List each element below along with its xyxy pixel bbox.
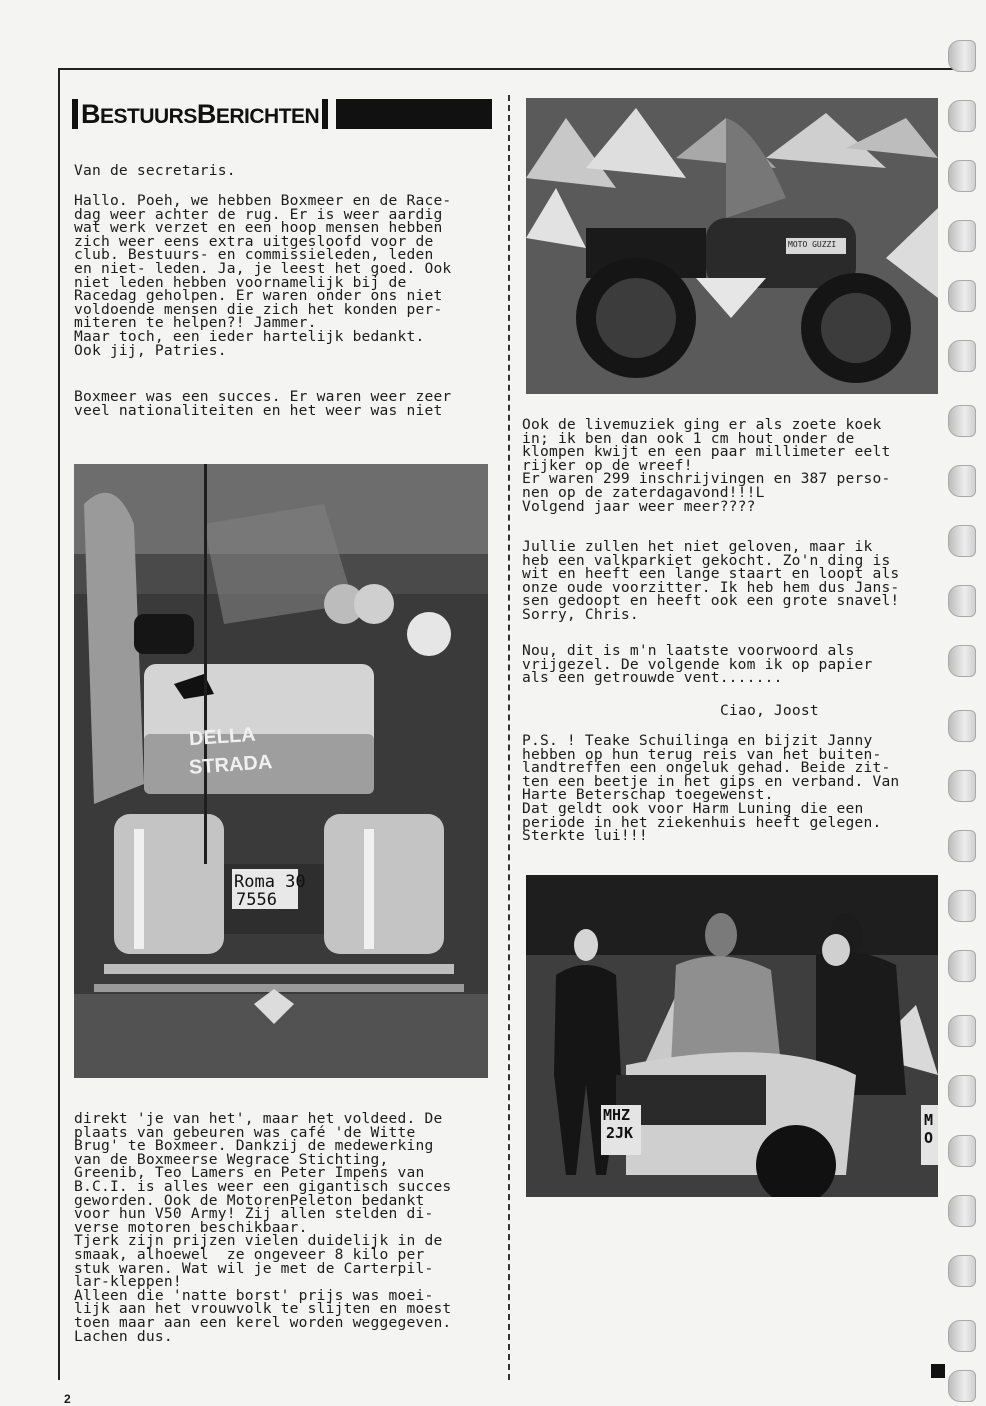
- title-part-2: ERICHTEN: [215, 104, 320, 128]
- binder-ring: [948, 100, 976, 132]
- plate-partial: M O: [924, 1111, 934, 1147]
- binder-ring: [948, 1320, 976, 1352]
- binder-ring: [948, 830, 976, 862]
- left-para-intro: Van de secretaris.: [74, 162, 236, 179]
- title-part-1: ESTUURS: [100, 104, 197, 128]
- binder-ring: [948, 280, 976, 312]
- binder-ring: [948, 220, 976, 252]
- binder-ring: [948, 1370, 976, 1402]
- left-para-hello: Hallo. Poeh, we hebben Boxmeer en de Race- dag weer achter de rug. Er is weer aardig wat werk verzet en een hoop mensen hebben zich weer eens extra uitgesloofd voor de club. Bestuurs- en commissieleden, leden en niet- leden. Ja, je leest het goed. Ook niet leden hebben voornamelijk bij de Racedag geholpen. Er waren onder ons niet voldoende mensen die zich het konden per- miteren te helpen?! Jammer. Maar toch, een ieder hartelijk bedankt. Ook jij, Patries.: [74, 192, 452, 359]
- binder-ring: [948, 585, 976, 617]
- section-header: [72, 97, 492, 131]
- box-text-della: DELLA: [188, 723, 257, 751]
- tank-badge-text: MOTO GUZZI: [788, 240, 837, 249]
- photo-people-motorcycle: [526, 875, 938, 1197]
- photo-tents-motorcycle: [526, 98, 938, 394]
- binder-ring: [948, 1255, 976, 1287]
- license-plate-line2: 7556: [236, 890, 277, 910]
- header-black-block: [336, 99, 492, 129]
- license-plate-line1: Roma 30: [234, 872, 306, 892]
- column-divider: [508, 95, 511, 1380]
- binder-ring: [948, 160, 976, 192]
- header-left-rule: [72, 99, 78, 129]
- right-para-livemuziek: Ook de livemuziek ging er als zoete koek in; ik ben dan ook 1 cm hout onder de klompen kwijt en een paar millimeter eelt rijker op de wreef! Er waren 299 inschrijvingen en 387 perso- nen op de zaterdagavond!!!L Volgend jaar weer meer????: [522, 416, 891, 515]
- binder-ring: [948, 890, 976, 922]
- plate-mhz: MHZ: [603, 1106, 631, 1124]
- plate-2jk: 2JK: [606, 1124, 634, 1142]
- binder-ring: [948, 1135, 976, 1167]
- signature: Ciao, Joost: [720, 702, 819, 719]
- header-right-rule: [322, 99, 328, 129]
- title-initial-2: B: [196, 98, 216, 129]
- left-para-boxmeer: Boxmeer was een succes. Er waren weer zeer veel nationaliteiten en het weer was niet: [74, 388, 452, 419]
- photo-motorcycle-rear: [74, 464, 488, 1078]
- right-para-laatste: Nou, dit is m'n laatste voorwoord als vrijgezel. De volgende kom ik op papier als een getrouwde vent.......: [522, 642, 873, 687]
- section-title: [81, 99, 319, 130]
- binder-ring: [948, 340, 976, 372]
- binder-ring: [948, 40, 976, 72]
- right-para-ps: P.S. ! Teake Schuilinga en bijzit Janny hebben op hun terug reis van het buiten- landtreffen een ongeluk gehad. Beide zit- ten een beetje in het gips en verband. Van Harte Beterschap toegewenst. Dat geldt ook voor Harm Luning die een periode in het ziekenhuis heeft gelegen. Sterkte lui!!!: [522, 732, 900, 845]
- right-para-valkparkiet: Jullie zullen het niet geloven, maar ik heb een valkparkiet gekocht. Zo'n ding is wit en heeft een lange staart en loopt als onze oude voorzitter. Ik heb hem dus Jans- sen gedoopt en heeft ook een grote snavel! Sorry, Chris.: [522, 538, 900, 623]
- end-of-article-mark: [931, 1364, 945, 1378]
- box-text-strada: STRADA: [188, 751, 273, 779]
- binder-rings: [950, 30, 986, 1402]
- binder-ring: [948, 405, 976, 437]
- left-para-cafe: direkt 'je van het', maar het voldeed. De plaats van gebeuren was café 'de Witte Brug' te Boxmeer. Dankzij de medewerking van de Boxmeerse Wegrace Stichting, Greenib, Teo Lamers en Peter Impens van B.C.I. is alles weer een gigantisch succes geworden. Ook de MotorenPeleton bedankt voor hun V50 Army! Zij allen stelden di- verse motoren beschikbaar. Tjerk zijn prijzen vielen duidelijk in de smaak, alhoewel ze ongeveer 8 kilo per stuk waren. Wat wil je met de Carterpil- lar-kleppen! Alleen die 'natte borst' prijs was moei- lijk aan het vrouwvolk te slijten en moest toen maar aan een kerel worden weggegeven. Lachen dus.: [74, 1110, 452, 1345]
- binder-ring: [948, 950, 976, 982]
- binder-ring: [948, 525, 976, 557]
- binder-ring: [948, 1195, 976, 1227]
- title-initial-1: B: [81, 98, 100, 129]
- binder-ring: [948, 465, 976, 497]
- binder-ring: [948, 1015, 976, 1047]
- binder-ring: [948, 1075, 976, 1107]
- binder-ring: [948, 770, 976, 802]
- page-number: 2: [64, 1392, 71, 1406]
- binder-ring: [948, 710, 976, 742]
- binder-ring: [948, 645, 976, 677]
